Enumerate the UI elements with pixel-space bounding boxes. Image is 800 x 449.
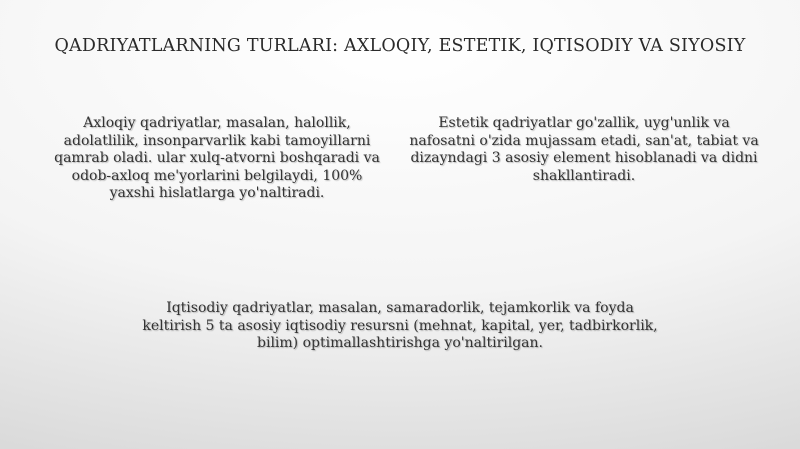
text-block-iqtisodiy: Iqtisodiy qadriyatlar, masalan, samaradorlik, tejamkorlik va foyda keltirish 5 ta asosiy iqtisodiy resursni (mehnat, kapital, yer, tadbirkorlik, bilim) optimallashtirishga yo'naltirilgan. (142, 300, 658, 352)
text-block-estetik: Estetik qadriyatlar go'zallik, uyg'unlik va nafosatni o'zida mujassam etadi, san'at, tabiat va dizayndagi 3 asosiy element hisoblanadi va didni shakllantiradi. (409, 115, 759, 184)
slide-title: QADRIYATLARNING TURLARI: AXLOQIY, ESTETIK, IQTISODIY VA SIYOSIY (54, 36, 746, 56)
text-block-axloqiy: Axloqiy qadriyatlar, masalan, halollik, adolatlilik, insonparvarlik kabi tamoyillarni qamrab oladi. ular xulq-atvorni boshqaradi va odob-axloq me'yorlarini belgilaydi, 100% yaxshi hislatlarga yo'naltiradi. (54, 115, 380, 202)
